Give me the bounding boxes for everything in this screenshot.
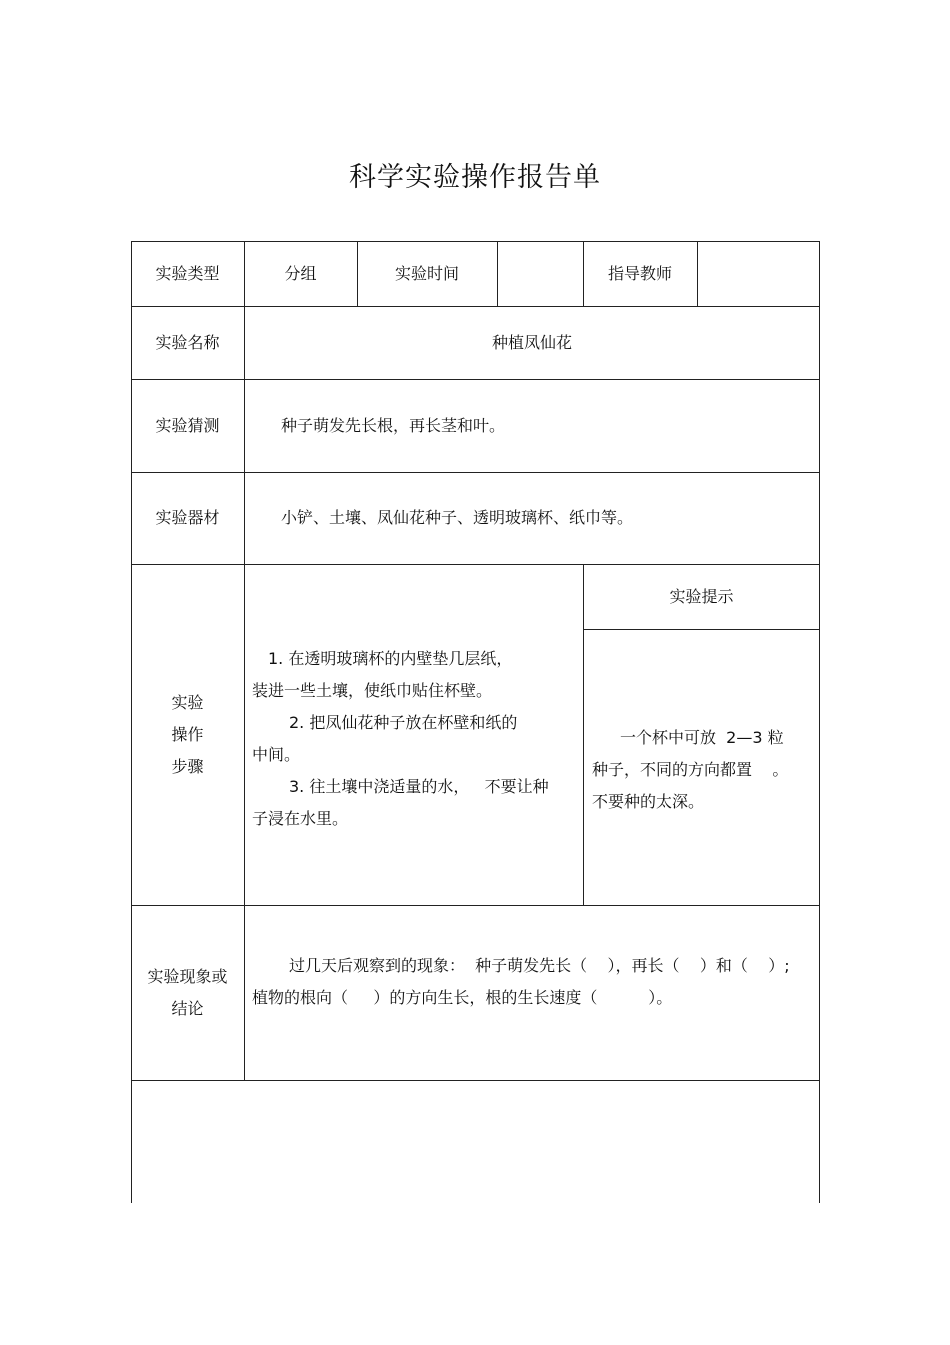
hint-divider: [583, 629, 820, 630]
conclusion-label-line: 实验现象或: [147, 966, 228, 986]
table-border-right: [819, 241, 820, 1203]
page-title: 科学实验操作报告单: [349, 162, 601, 193]
conclusion-line: 植物的根向（ ）的方向生长，根的生长速度（ ）。: [252, 988, 673, 1007]
hint-text: [592, 722, 814, 818]
hint-line: 不要种的太深。: [592, 792, 705, 811]
step-line: 1. 在透明玻璃杯的内壁垫几层纸，: [268, 649, 513, 668]
teacher-label: 指导教师: [607, 263, 672, 283]
time-value: [497, 241, 583, 306]
type-label: 实验类型: [155, 263, 220, 283]
steps-label-line: 实验: [171, 692, 204, 712]
time-label: 实验时间: [394, 263, 459, 283]
conclusion-label-line: 结论: [171, 998, 204, 1018]
empty-notes-area: [131, 1080, 820, 1203]
guess-value: 种子萌发先长根，再长茎和叶。: [281, 415, 506, 435]
step-line: 子浸在水里。: [252, 809, 349, 828]
step-line: 装进一些土壤，使纸巾贴住杯壁。: [252, 681, 493, 700]
type-value: 分组: [284, 263, 317, 283]
conclusion-label: [131, 905, 244, 1080]
hint-line: 种子，不同的方向都置 。: [592, 760, 789, 779]
guess-label: 实验猜测: [155, 415, 220, 435]
teacher-value: [697, 241, 820, 306]
materials-label: 实验器材: [155, 508, 220, 527]
name-label: 实验名称: [155, 332, 220, 352]
hint-header: 实验提示: [669, 586, 734, 606]
report-table: [131, 241, 820, 1203]
step-line: 2. 把凤仙花种子放在杯壁和纸的: [289, 713, 518, 732]
steps-label-line: 步骤: [171, 756, 204, 776]
step-line: 3. 往土壤中浇适量的水， 不要让种: [289, 777, 549, 796]
step-line: 中间。: [252, 745, 301, 764]
materials-value: 小铲、土壤、凤仙花种子、透明玻璃杯、纸巾等。: [281, 508, 634, 527]
steps-label-line: 操作: [171, 724, 204, 744]
conclusion-line: 过几天后观察到的现象： 种子萌发先长（ ），再长（ ）和（ ）;: [289, 956, 790, 975]
steps-label: [131, 564, 244, 905]
steps-text: [252, 643, 580, 835]
hint-line: 一个杯中可放 2—3 粒: [620, 728, 784, 747]
name-value: 种植凤仙花: [491, 332, 572, 352]
conclusion-text: [252, 950, 818, 1014]
